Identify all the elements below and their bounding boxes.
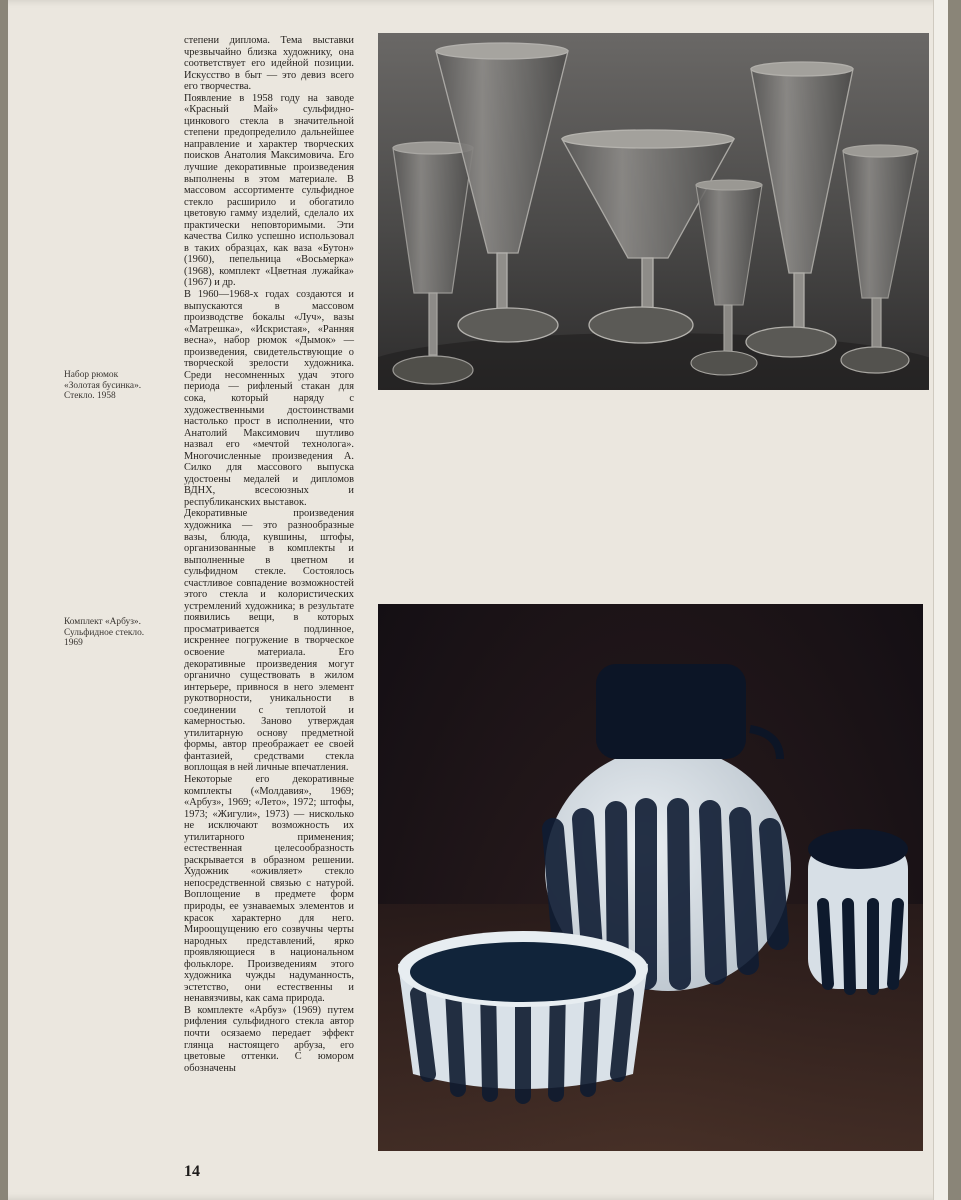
body-paragraph: В 1960—1968-х годах создаются и выпускаются в массовом производстве бокалы «Луч», вазы «Матрешка», «Искристая», «Ранняя весна», набор рюмок «Дымок» — произведения, свидетельствующие о творческой зрелости художника. Среди несомненных удач этого периода — рифленый стакан для сока, который наряду с художественными достоинствами настолько прост в исполнении, что Анатолий Максимович шутливо назвал его «мечтой технолога». Многочисленные произведения А. Силко для массового выпуска удостоены медалей и дипломов ВДНХ, всесоюзных и республиканских выставок. xyxy=(184,289,354,508)
body-text-column xyxy=(184,35,354,1074)
page-edge xyxy=(933,0,948,1200)
caption-line: Сульфидное стекло. xyxy=(64,627,145,638)
body-paragraph: Некоторые его декоративные комплекты («Молдавия», 1969; «Арбуз», 1969; «Лето», 1972; штофы, 1973; «Жигули», 1973) — нисколько не исключают возможность их утилитарного применения; естественная целесообразность раскрывается в образном решении. Художник «оживляет» стекло непосредственной связью с натурой. Воплощение в предмете форм природы, ее узнаваемых элементов и красок характерно для него. Мироощущению его созвучны черты народных представлений, ярко проявляющиеся в национальном фольклоре. Произведениям этого художника чужды надуманность, эстетство, они естественны и ненавязчивы, как сама природа. xyxy=(184,774,354,1005)
goblet-5 xyxy=(746,62,853,357)
body-paragraph: Декоративные произведения художника — это разнообразные вазы, блюда, кувшины, штофы, организованные в комплекты и выполненные в цветном и сульфидном стекле. Состоялось счастливое совпадение возможностей этого стекла и колористических устремлений художника; в результате появились вещи, в которых просматривается подлинное, искреннее погружение в творческое освоение материала. Его декоративные произведения могут органично существовать в жилом интерьере, привнося в него элемент рукотворности, уникальности в соединении с теплотой и камерностью. Заново утверждая утилитарную основу предметной формы, автор преображает ее своей фантазией, средствами стекла воплощая в ней личные впечатления. xyxy=(184,508,354,774)
goblet-6 xyxy=(841,145,918,373)
caption-line: Комплект «Арбуз». xyxy=(64,617,141,627)
photo-arbuz-set xyxy=(378,604,923,1151)
caption-line: Стекло. 1958 xyxy=(64,391,116,401)
watermelon-bowl xyxy=(398,931,648,1096)
page-number: 14 xyxy=(184,1163,200,1180)
caption-line: «Золотая бусинка». xyxy=(64,380,142,391)
caption-goblets xyxy=(64,370,174,402)
caption-line: Набор рюмок xyxy=(64,370,119,380)
body-paragraph: Появление в 1958 году на заводе «Красный Май» сульфидно-цинкового стекла в значительной степени предопределило дальнейшее направление и характер творческих поисков Анатолия Максимовича. Его лучшие декоративные произведения выполнены в этом материале. В массовом ассортименте сульфидное стекло расширило и обогатило цветовую гамму изделий, сделало их практически неповторимыми. Эти качества Силко успешно использовал в таких образцах, как ваза «Бутон» (1960), пепельница «Восьмерка» (1968), комплект «Цветная лужайка» (1967) и др. xyxy=(184,92,354,289)
body-paragraph: степени диплома. Тема выставки чрезвычайно близка художнику, она соответствует его идейной позиции. Искусство в быт — это девиз всего его творчества. xyxy=(184,35,354,93)
watermelon-small-glass xyxy=(808,829,908,989)
caption-arbuz xyxy=(64,617,174,649)
photo-goblets-set xyxy=(378,33,929,390)
body-paragraph: В комплекте «Арбуз» (1969) путем рифления сульфидного стекла автор почти осязаемо передает эффект глянца настоящего арбуза, его цветовые оттенки. С юмором обозначены xyxy=(184,1004,354,1074)
caption-line: 1969 xyxy=(64,638,83,648)
magazine-page xyxy=(8,0,948,1200)
